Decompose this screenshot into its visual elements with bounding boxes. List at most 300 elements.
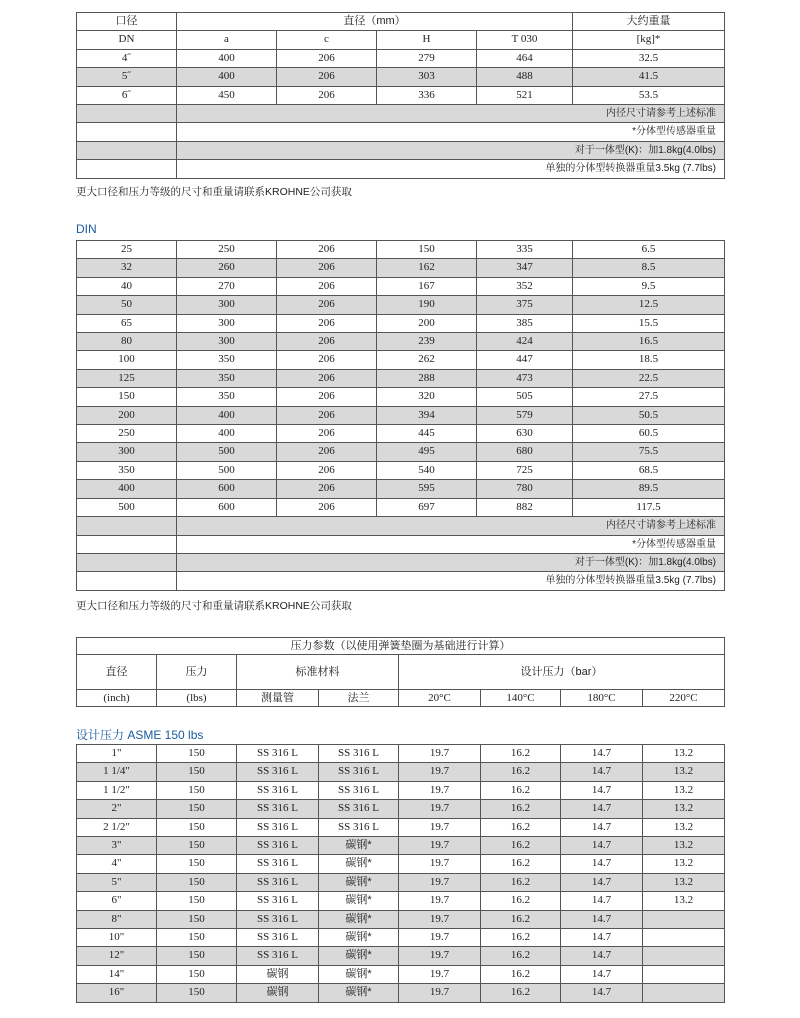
table-cell: 150 [157, 855, 237, 873]
table-cell: 150 [157, 781, 237, 799]
table-row [77, 818, 725, 836]
table-cell: 14.7 [561, 837, 643, 855]
table-cell: 206 [277, 314, 377, 332]
header-dn: DN [77, 31, 177, 49]
table-cell: 150 [157, 965, 237, 983]
contact-note: 更大口径和压力等级的尺寸和重量请联系KROHNE公司获取 [76, 600, 352, 612]
table-cell: 320 [377, 388, 477, 406]
note-spacer [77, 141, 177, 159]
table-cell: 13.2 [643, 855, 725, 873]
table-cell: 9.5 [573, 277, 725, 295]
table-cell: 288 [377, 369, 477, 387]
table-cell: 14" [77, 965, 157, 983]
table-cell: SS 316 L [237, 781, 319, 799]
table-row [77, 461, 725, 479]
table-cell: 4" [77, 855, 157, 873]
table-cell: SS 316 L [237, 855, 319, 873]
table-row [77, 443, 725, 461]
table-cell: 13.2 [643, 745, 725, 763]
table-row [77, 388, 725, 406]
table-cell: SS 316 L [319, 800, 399, 818]
note-row [77, 535, 725, 553]
table-row [77, 49, 725, 67]
table-row [77, 333, 725, 351]
dimensions-table-inch [76, 12, 725, 179]
table-cell: 300 [177, 314, 277, 332]
table-cell: SS 316 L [237, 892, 319, 910]
note-text: *分体型传感器重量 [177, 123, 725, 141]
contact-note: 更大口径和压力等级的尺寸和重量请联系KROHNE公司获取 [76, 186, 352, 198]
table-cell: 80 [77, 333, 177, 351]
table-cell: 16" [77, 984, 157, 1002]
table-cell: SS 316 L [319, 781, 399, 799]
note-row [77, 160, 725, 178]
table-cell: 16.2 [481, 781, 561, 799]
table-cell: 碳钢* [319, 965, 399, 983]
table-cell: 13.2 [643, 800, 725, 818]
note-text: 内径尺寸请参考上述标准 [177, 517, 725, 535]
table-cell: SS 316 L [319, 763, 399, 781]
table-cell: 14.7 [561, 929, 643, 947]
note-spacer [77, 553, 177, 571]
table-cell: 75.5 [573, 443, 725, 461]
table-cell: 680 [477, 443, 573, 461]
table-cell: 206 [277, 259, 377, 277]
table-cell: 50.5 [573, 406, 725, 424]
table-cell: 14.7 [561, 873, 643, 891]
header-design-pressure: 设计压力（bar） [399, 655, 725, 690]
table-cell: 347 [477, 259, 573, 277]
table-cell: 206 [277, 351, 377, 369]
table-cell: 50 [77, 296, 177, 314]
table-cell: 150 [157, 873, 237, 891]
table-cell: 595 [377, 480, 477, 498]
table-cell: 16.2 [481, 947, 561, 965]
table-cell: 206 [277, 443, 377, 461]
note-row [77, 141, 725, 159]
table-cell: 150 [157, 800, 237, 818]
header-tube: 测量管 [237, 690, 319, 707]
table-cell: 150 [157, 929, 237, 947]
table-cell: 16.2 [481, 984, 561, 1002]
table-cell: 473 [477, 369, 573, 387]
table-cell: 53.5 [573, 86, 725, 104]
table-row [77, 241, 725, 259]
table-row [77, 837, 725, 855]
table-cell: 14.7 [561, 984, 643, 1002]
table-cell: 150 [157, 745, 237, 763]
table-cell: 13.2 [643, 763, 725, 781]
table-cell: 400 [177, 49, 277, 67]
header-20c: 20°C [399, 690, 481, 707]
table-cell: 505 [477, 388, 573, 406]
table-cell: 16.2 [481, 818, 561, 836]
table-cell: 16.2 [481, 745, 561, 763]
table-row [77, 425, 725, 443]
table-cell: 200 [377, 314, 477, 332]
table-cell: SS 316 L [237, 873, 319, 891]
table-cell: 540 [377, 461, 477, 479]
table-cell: 40 [77, 277, 177, 295]
note-spacer [77, 105, 177, 123]
table-cell: 697 [377, 498, 477, 516]
table-cell: 150 [157, 818, 237, 836]
dimensions-table-din [76, 240, 725, 591]
table-row [77, 965, 725, 983]
table-cell: SS 316 L [237, 763, 319, 781]
table-cell: 13.2 [643, 837, 725, 855]
table-cell: 32.5 [573, 49, 725, 67]
table-cell: 碳钢* [319, 984, 399, 1002]
table-cell: 16.2 [481, 855, 561, 873]
table-row [77, 855, 725, 873]
table-cell: 150 [377, 241, 477, 259]
table-cell: 19.7 [399, 892, 481, 910]
table-cell: 400 [177, 406, 277, 424]
table-cell: 350 [177, 351, 277, 369]
note-spacer [77, 123, 177, 141]
table-cell: 600 [177, 498, 277, 516]
table-cell: 162 [377, 259, 477, 277]
table-cell: SS 316 L [237, 947, 319, 965]
header-lbs: (lbs) [157, 690, 237, 707]
table-cell: 碳钢* [319, 837, 399, 855]
table-cell: 19.7 [399, 745, 481, 763]
table-cell: 60.5 [573, 425, 725, 443]
table-cell: 579 [477, 406, 573, 424]
table-cell: 394 [377, 406, 477, 424]
table-cell: 488 [477, 68, 573, 86]
table-cell: 5" [77, 873, 157, 891]
header-h: H [377, 31, 477, 49]
table-cell [643, 929, 725, 947]
table-cell: 445 [377, 425, 477, 443]
table-row [77, 351, 725, 369]
table-cell: 1 1/4" [77, 763, 157, 781]
table-cell: 1" [77, 745, 157, 763]
table-cell [643, 910, 725, 928]
table-cell: 206 [277, 333, 377, 351]
table-cell: 167 [377, 277, 477, 295]
table-cell: 18.5 [573, 351, 725, 369]
table-cell: 375 [477, 296, 573, 314]
table-cell: 6.5 [573, 241, 725, 259]
table-cell: 14.7 [561, 965, 643, 983]
pressure-params-table [76, 637, 725, 707]
table-cell: 19.7 [399, 965, 481, 983]
note-text: 对于一体型(K)：加1.8kg(4.0lbs) [177, 141, 725, 159]
table-cell: 19.7 [399, 763, 481, 781]
table-cell: 6" [77, 892, 157, 910]
table-cell: 125 [77, 369, 177, 387]
table-cell [643, 965, 725, 983]
header-diameter: 直径（mm） [177, 13, 573, 31]
table-cell: 22.5 [573, 369, 725, 387]
table-cell: 2 1/2" [77, 818, 157, 836]
table-cell: 14.7 [561, 892, 643, 910]
table-cell: 19.7 [399, 781, 481, 799]
table-cell: 13.2 [643, 781, 725, 799]
table-cell: 碳钢* [319, 929, 399, 947]
table-cell: 352 [477, 277, 573, 295]
header-flange: 法兰 [319, 690, 399, 707]
table-cell: 495 [377, 443, 477, 461]
table-cell: SS 316 L [237, 818, 319, 836]
table-cell: 206 [277, 406, 377, 424]
table-cell: 200 [77, 406, 177, 424]
table-cell: 117.5 [573, 498, 725, 516]
table-cell: 12.5 [573, 296, 725, 314]
table-row [77, 984, 725, 1002]
table-cell: 65 [77, 314, 177, 332]
table-cell: 19.7 [399, 929, 481, 947]
header-weight: 大约重量 [573, 13, 725, 31]
din-heading: DIN [76, 222, 97, 236]
table-cell: 150 [157, 984, 237, 1002]
table-cell: 碳钢* [319, 892, 399, 910]
table-cell: SS 316 L [237, 910, 319, 928]
table-row [77, 929, 725, 947]
note-row [77, 105, 725, 123]
table-cell: 206 [277, 296, 377, 314]
table-cell: 150 [157, 947, 237, 965]
table-cell: 500 [177, 461, 277, 479]
asme-heading: 设计压力 ASME 150 lbs [76, 728, 204, 742]
table-cell: 16.2 [481, 873, 561, 891]
table-row [77, 406, 725, 424]
table-cell: SS 316 L [319, 745, 399, 763]
table-cell: 1 1/2" [77, 781, 157, 799]
table-cell: 336 [377, 86, 477, 104]
table-cell: 16.2 [481, 892, 561, 910]
header-140c: 140°C [481, 690, 561, 707]
table-row [77, 369, 725, 387]
table-cell [643, 947, 725, 965]
table-cell: 8.5 [573, 259, 725, 277]
table-cell: 303 [377, 68, 477, 86]
table-cell: 279 [377, 49, 477, 67]
table-cell: 300 [177, 296, 277, 314]
table-row [77, 68, 725, 86]
asme-pressure-table [76, 744, 725, 1003]
note-text: 单独的分体型转换器重量3.5kg (7.7lbs) [177, 160, 725, 178]
table-cell: 150 [157, 892, 237, 910]
note-text: *分体型传感器重量 [177, 535, 725, 553]
header-material: 标准材料 [237, 655, 399, 690]
table-cell: 239 [377, 333, 477, 351]
table-cell: 14.7 [561, 818, 643, 836]
header-220c: 220°C [643, 690, 725, 707]
table-cell: 450 [177, 86, 277, 104]
table-cell: 206 [277, 425, 377, 443]
table-cell: 424 [477, 333, 573, 351]
note-row [77, 553, 725, 571]
table-cell: 6˝ [77, 86, 177, 104]
table-cell: 27.5 [573, 388, 725, 406]
header-kg: [kg]* [573, 31, 725, 49]
table-cell: 4˝ [77, 49, 177, 67]
table-cell [643, 984, 725, 1002]
table-cell: 15.5 [573, 314, 725, 332]
header-t030: T 030 [477, 31, 573, 49]
table-cell: 400 [177, 425, 277, 443]
table-cell: 262 [377, 351, 477, 369]
table-cell: SS 316 L [237, 929, 319, 947]
table-cell: 19.7 [399, 800, 481, 818]
table-cell: 206 [277, 49, 377, 67]
table-cell: 206 [277, 68, 377, 86]
table-cell: 14.7 [561, 781, 643, 799]
table-row [77, 781, 725, 799]
table-cell: 碳钢* [319, 855, 399, 873]
table-cell: 13.2 [643, 873, 725, 891]
table-cell: 385 [477, 314, 573, 332]
table-row [77, 910, 725, 928]
table-cell: 206 [277, 241, 377, 259]
table-cell: 16.2 [481, 929, 561, 947]
table-row [77, 259, 725, 277]
note-spacer [77, 535, 177, 553]
table-cell: SS 316 L [237, 837, 319, 855]
table-cell: 190 [377, 296, 477, 314]
pressure-title: 压力参数（以使用弹簧垫圈为基础进行计算） [77, 638, 725, 655]
table-cell: 600 [177, 480, 277, 498]
header-c: c [277, 31, 377, 49]
table-cell: 150 [157, 910, 237, 928]
table-cell: 335 [477, 241, 573, 259]
table-cell: 725 [477, 461, 573, 479]
table-cell: 464 [477, 49, 573, 67]
table-cell: 14.7 [561, 800, 643, 818]
table-cell: 13.2 [643, 818, 725, 836]
table-row [77, 745, 725, 763]
table-cell: 206 [277, 498, 377, 516]
note-row [77, 572, 725, 590]
table-cell: 19.7 [399, 873, 481, 891]
table-cell: 19.7 [399, 818, 481, 836]
table-cell: 150 [157, 763, 237, 781]
table-cell: 16.5 [573, 333, 725, 351]
header-dn-cn: 口径 [77, 13, 177, 31]
note-text: 对于一体型(K)：加1.8kg(4.0lbs) [177, 553, 725, 571]
table-row [77, 86, 725, 104]
note-row [77, 123, 725, 141]
table-cell: 780 [477, 480, 573, 498]
table-row [77, 277, 725, 295]
table-cell: 19.7 [399, 984, 481, 1002]
table-cell: 8" [77, 910, 157, 928]
table-row [77, 800, 725, 818]
table-cell: 100 [77, 351, 177, 369]
table-cell: 350 [77, 461, 177, 479]
table-cell: 碳钢* [319, 910, 399, 928]
table-cell: 14.7 [561, 763, 643, 781]
table-cell: 206 [277, 388, 377, 406]
table-row [77, 873, 725, 891]
table-cell: SS 316 L [237, 800, 319, 818]
table-cell: 250 [177, 241, 277, 259]
note-spacer [77, 517, 177, 535]
header-diameter: 直径 [77, 655, 157, 690]
table-cell: 270 [177, 277, 277, 295]
note-text: 内径尺寸请参考上述标准 [177, 105, 725, 123]
header-pressure: 压力 [157, 655, 237, 690]
note-row [77, 517, 725, 535]
table-cell: 260 [177, 259, 277, 277]
table-cell: 3" [77, 837, 157, 855]
table-row [77, 314, 725, 332]
table-cell: 2" [77, 800, 157, 818]
note-text: 单独的分体型转换器重量3.5kg (7.7lbs) [177, 572, 725, 590]
table-cell: 19.7 [399, 837, 481, 855]
table-row [77, 296, 725, 314]
table-cell: 500 [177, 443, 277, 461]
note-spacer [77, 572, 177, 590]
table-cell: 206 [277, 480, 377, 498]
table-cell: 碳钢* [319, 873, 399, 891]
table-cell: 13.2 [643, 892, 725, 910]
table-cell: 350 [177, 388, 277, 406]
table-cell: 206 [277, 86, 377, 104]
table-cell: 5˝ [77, 68, 177, 86]
table-cell: 32 [77, 259, 177, 277]
table-cell: 630 [477, 425, 573, 443]
table-cell: 300 [177, 333, 277, 351]
table-cell: 350 [177, 369, 277, 387]
header-inch: (inch) [77, 690, 157, 707]
note-spacer [77, 160, 177, 178]
table-cell: 14.7 [561, 745, 643, 763]
table-row [77, 480, 725, 498]
table-cell: 447 [477, 351, 573, 369]
table-cell: 500 [77, 498, 177, 516]
table-cell: 300 [77, 443, 177, 461]
table-cell: 521 [477, 86, 573, 104]
table-row [77, 947, 725, 965]
table-cell: 206 [277, 369, 377, 387]
table-cell: 882 [477, 498, 573, 516]
table-cell: 19.7 [399, 947, 481, 965]
table-cell: 16.2 [481, 910, 561, 928]
table-cell: 25 [77, 241, 177, 259]
table-row [77, 498, 725, 516]
table-cell: 250 [77, 425, 177, 443]
table-cell: 89.5 [573, 480, 725, 498]
table-cell: 碳钢* [319, 947, 399, 965]
table-cell: 206 [277, 461, 377, 479]
table-cell: SS 316 L [319, 818, 399, 836]
table-cell: 19.7 [399, 855, 481, 873]
table-cell: 41.5 [573, 68, 725, 86]
table-cell: 14.7 [561, 855, 643, 873]
table-cell: 碳钢 [237, 984, 319, 1002]
table-cell: 14.7 [561, 910, 643, 928]
table-cell: 400 [177, 68, 277, 86]
table-row [77, 763, 725, 781]
table-cell: 19.7 [399, 910, 481, 928]
table-cell: 16.2 [481, 800, 561, 818]
table-cell: 10" [77, 929, 157, 947]
table-cell: 16.2 [481, 965, 561, 983]
table-cell: SS 316 L [237, 745, 319, 763]
table-row [77, 892, 725, 910]
table-cell: 碳钢 [237, 965, 319, 983]
table-cell: 150 [77, 388, 177, 406]
table-cell: 206 [277, 277, 377, 295]
table-cell: 400 [77, 480, 177, 498]
table-cell: 68.5 [573, 461, 725, 479]
header-a: a [177, 31, 277, 49]
